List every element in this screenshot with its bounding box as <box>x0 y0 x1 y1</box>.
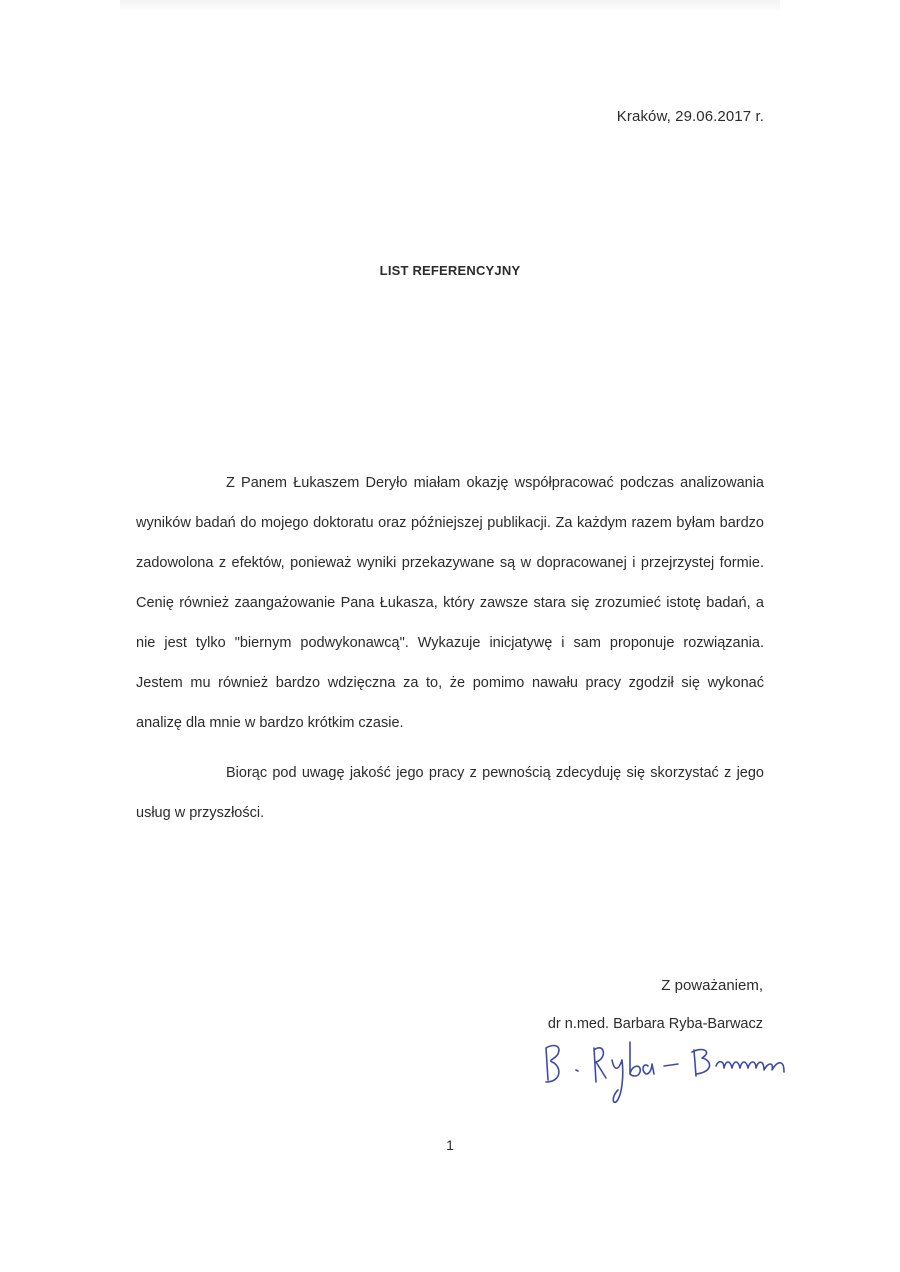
handwritten-signature <box>532 1030 862 1110</box>
page-number: 1 <box>446 1137 454 1153</box>
body-paragraph-1: Z Panem Łukaszem Deryło miałam okazję współpracować podczas analizowania wyników badań do mojego doktoratu oraz późniejszej publikacji. Za każdym razem byłam bardzo zadowolona z efektów, ponieważ wyniki przekazywane są w dopracowanej i przejrzystej formie. Cenię również zaangażowanie Pana Łukasza, który zawsze stara się zrozumieć istotę badań, a nie jest tylko "biernym podwykonawcą". Wykazuje inicjatywę i sam proponuje rozwiązania. Jestem mu również bardzo wdzięczna za to, że pomimo nawału pracy zgodził się wykonać analizę dla mnie w bardzo krótkim czasie. <box>136 475 764 731</box>
closing-salutation: Z poważaniem, <box>661 977 763 994</box>
signature-strokes <box>546 1042 784 1102</box>
letter-body <box>136 463 764 833</box>
signer-name: dr n.med. Barbara Ryba-Barwacz <box>547 1016 763 1032</box>
scan-shadow <box>120 0 780 12</box>
body-paragraph-2: Biorąc pod uwagę jakość jego pracy z pewnością zdecyduję się skorzystać z jego usług w przyszłości. <box>136 765 764 821</box>
letter-title: LIST REFERENCYJNY <box>379 263 521 278</box>
place-date: Kraków, 29.06.2017 r. <box>616 108 764 125</box>
